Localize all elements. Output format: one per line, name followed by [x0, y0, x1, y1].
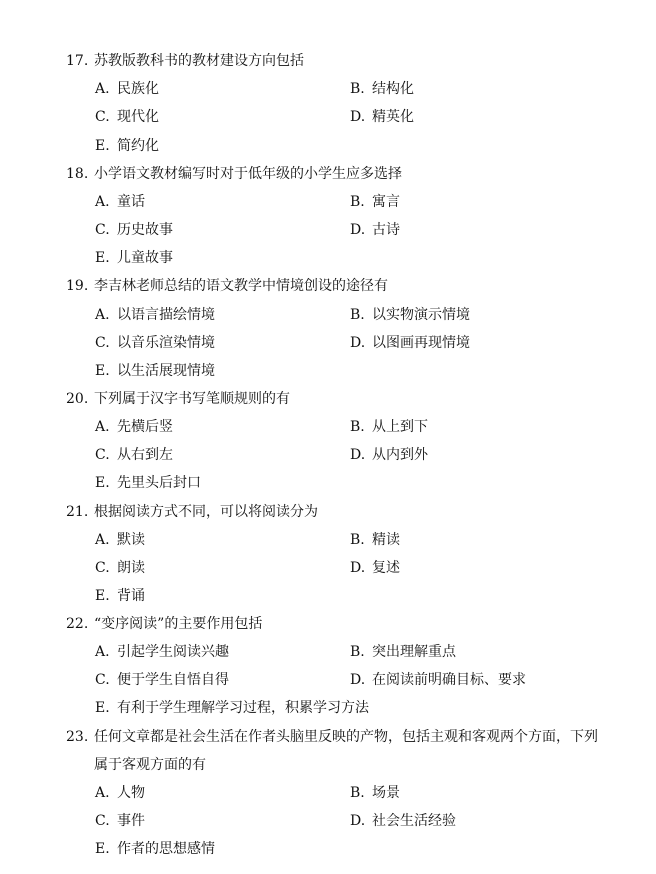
option-text: 在阅读前明确目标、要求 [372, 672, 526, 688]
option-text: 以语言描绘情境 [117, 307, 215, 323]
question-22-option-c [95, 671, 229, 689]
question-number: 22. [66, 616, 89, 632]
option-key: D. [350, 560, 366, 576]
option-text: 场景 [372, 785, 400, 801]
question-number: 17. [66, 53, 89, 69]
option-key: C. [95, 672, 110, 688]
question-18-option-e [95, 249, 173, 267]
question-21-option-c [95, 559, 145, 577]
question-text: 下列属于汉字书写笔顺规则的有 [94, 391, 290, 407]
option-text: 默读 [117, 532, 145, 548]
option-text: 精英化 [372, 109, 414, 125]
question-17-option-a [95, 80, 159, 98]
option-text: 历史故事 [117, 222, 173, 238]
question-19-option-d [350, 334, 470, 352]
question-18-stem [66, 165, 402, 183]
option-key: A. [95, 194, 110, 210]
question-17-option-c [95, 108, 159, 126]
option-text: 简约化 [117, 138, 159, 154]
question-number: 21. [66, 504, 89, 520]
option-text: 人物 [117, 785, 145, 801]
option-key: B. [350, 532, 365, 548]
option-text: 事件 [117, 813, 145, 829]
question-20-stem [66, 390, 290, 408]
option-text: 先横后竖 [117, 419, 173, 435]
question-23-stem-continued [94, 756, 206, 774]
option-text: 有利于学生理解学习过程，积累学习方法 [117, 700, 369, 716]
question-23-option-a [95, 784, 145, 802]
option-text: 突出理解重点 [372, 644, 456, 660]
question-17-stem [66, 52, 304, 70]
option-text: 背诵 [117, 588, 145, 604]
option-key: B. [350, 785, 365, 801]
question-20-option-e [95, 474, 201, 492]
option-text: 从右到左 [117, 447, 173, 463]
option-key: E. [95, 588, 110, 604]
option-key: B. [350, 81, 365, 97]
option-text: 古诗 [372, 222, 400, 238]
question-number: 20. [66, 391, 89, 407]
question-21-option-a [95, 531, 145, 549]
question-text: 根据阅读方式不同，可以将阅读分为 [94, 504, 318, 520]
question-22-option-b [350, 643, 456, 661]
option-key: C. [95, 560, 110, 576]
option-text: 以图画再现情境 [372, 335, 470, 351]
question-17-option-e [95, 137, 159, 155]
question-21-option-d [350, 559, 400, 577]
question-21-stem [66, 503, 318, 521]
question-19-option-c [95, 334, 215, 352]
option-text: 复述 [372, 560, 400, 576]
option-key: D. [350, 447, 366, 463]
option-text: 便于学生自悟自得 [117, 672, 229, 688]
question-19-stem [66, 277, 388, 295]
question-19-option-b [350, 306, 470, 324]
option-key: D. [350, 222, 366, 238]
option-key: E. [95, 841, 110, 857]
option-key: E. [95, 363, 110, 379]
option-text: 社会生活经验 [372, 813, 456, 829]
question-number: 23. [66, 729, 89, 745]
question-18-option-c [95, 221, 173, 239]
option-text: 寓言 [372, 194, 400, 210]
question-21-option-b [350, 531, 400, 549]
question-23-option-d [350, 812, 456, 830]
question-20-option-b [350, 418, 428, 436]
question-23-option-b [350, 784, 400, 802]
option-key: C. [95, 447, 110, 463]
option-key: A. [95, 81, 110, 97]
option-text: 以生活展现情境 [117, 363, 215, 379]
option-key: B. [350, 194, 365, 210]
option-key: B. [350, 307, 365, 323]
question-20-option-d [350, 446, 428, 464]
option-text: 作者的思想感情 [117, 841, 215, 857]
option-text: 引起学生阅读兴趣 [117, 644, 229, 660]
option-key: B. [350, 419, 365, 435]
question-number: 18. [66, 166, 89, 182]
option-key: D. [350, 813, 366, 829]
option-key: E. [95, 138, 110, 154]
option-text: 儿童故事 [117, 250, 173, 266]
option-key: D. [350, 672, 366, 688]
option-text: 精读 [372, 532, 400, 548]
option-key: C. [95, 222, 110, 238]
option-key: A. [95, 644, 110, 660]
question-19-option-e [95, 362, 215, 380]
option-key: E. [95, 250, 110, 266]
option-key: A. [95, 307, 110, 323]
question-23-option-e [95, 840, 215, 858]
question-20-option-c [95, 446, 173, 464]
question-18-option-b [350, 193, 400, 211]
option-key: D. [350, 109, 366, 125]
question-22-option-a [95, 643, 229, 661]
option-text: 从上到下 [372, 419, 428, 435]
question-22-option-d [350, 671, 526, 689]
question-text: 李吉林老师总结的语文教学中情境创设的途径有 [94, 278, 388, 294]
question-22-stem [66, 615, 262, 633]
option-text: 现代化 [117, 109, 159, 125]
option-text: 从内到外 [372, 447, 428, 463]
option-key: C. [95, 813, 110, 829]
question-19-option-a [95, 306, 215, 324]
option-key: C. [95, 335, 110, 351]
question-number: 19. [66, 278, 89, 294]
question-text: 苏教版教科书的教材建设方向包括 [94, 53, 304, 69]
question-23-option-c [95, 812, 145, 830]
question-22-option-e [95, 699, 369, 717]
option-text: 民族化 [117, 81, 159, 97]
option-key: C. [95, 109, 110, 125]
question-18-option-a [95, 193, 145, 211]
option-text: 朗读 [117, 560, 145, 576]
question-21-option-e [95, 587, 145, 605]
question-text: 小学语文教材编写时对于低年级的小学生应多选择 [94, 166, 402, 182]
option-key: A. [95, 532, 110, 548]
question-17-option-d [350, 108, 414, 126]
option-text: 以音乐渲染情境 [117, 335, 215, 351]
option-key: A. [95, 785, 110, 801]
question-17-option-b [350, 80, 414, 98]
option-text: 童话 [117, 194, 145, 210]
question-18-option-d [350, 221, 400, 239]
option-text: 以实物演示情境 [372, 307, 470, 323]
question-text: 属于客观方面的有 [94, 757, 206, 773]
option-key: E. [95, 475, 110, 491]
option-text: 先里头后封口 [117, 475, 201, 491]
option-key: A. [95, 419, 110, 435]
question-23-stem [66, 728, 598, 746]
option-key: D. [350, 335, 366, 351]
question-text: 任何文章都是社会生活在作者头脑里反映的产物，包括主观和客观两个方面，下列 [94, 729, 598, 745]
option-text: 结构化 [372, 81, 414, 97]
question-text: “变序阅读”的主要作用包括 [94, 616, 263, 632]
option-key: E. [95, 700, 110, 716]
option-key: B. [350, 644, 365, 660]
question-20-option-a [95, 418, 173, 436]
